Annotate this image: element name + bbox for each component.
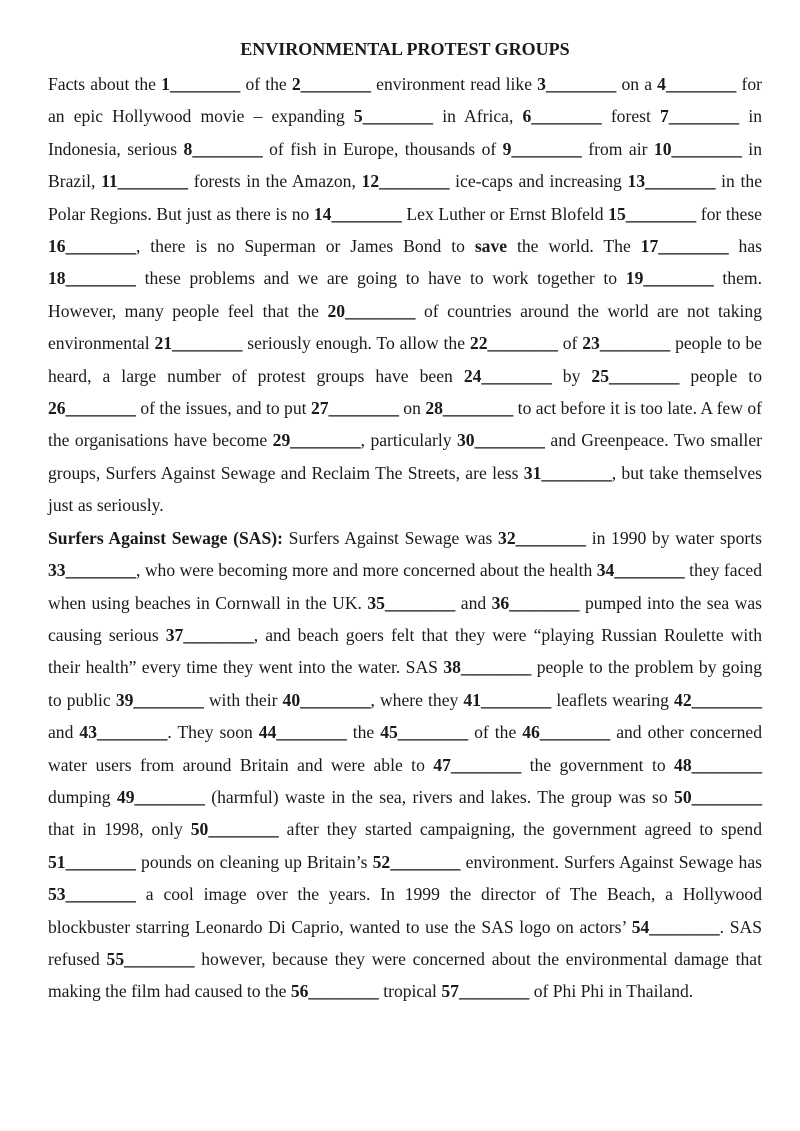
numbered-blank: 36________ [491,592,580,613]
text-run: of [557,333,583,354]
numbered-blank: 43________ [79,722,168,743]
text-run: has [728,236,762,257]
text-run: , where they [370,689,464,710]
numbered-blank: 4________ [657,74,737,94]
numbered-blank: 40________ [282,689,371,710]
numbered-blank: 14________ [313,203,402,224]
text-run: forests in the Amazon, [188,171,362,192]
text-run: , there is no Superman or James Bond to [135,236,475,257]
numbered-blank: 1________ [161,74,241,94]
numbered-blank: 23________ [582,333,671,354]
numbered-blank: 50________ [190,819,279,840]
numbered-blank: 21________ [154,333,243,354]
text-run: dumping [48,786,117,807]
numbered-blank: 41________ [463,689,552,710]
text-run: Facts about the [48,74,162,94]
numbered-blank: 30________ [456,430,545,451]
text-run: pounds on cleaning up Britain’s [135,851,373,872]
text-run: , and beach goers felt that they were “playing Russian Roulette with their health” every time they went into the water. SAS [48,624,762,678]
text-run: these problems and we are going to have to work together to [135,268,626,289]
numbered-blank: 11________ [101,171,189,192]
text-run: that in 1998, only [48,819,191,840]
numbered-blank: 16________ [48,236,136,257]
text-run: in Africa, [433,106,523,127]
text-run: of the [468,722,523,743]
text-run: however, because they were concerned about the environmental damage that making the film had caused to the [48,948,762,1002]
numbered-blank: 49________ [116,786,205,807]
text-run: environment. Surfers Against Sewage has [460,851,762,872]
numbered-blank: 47________ [433,754,522,775]
text-run: , particularly [360,430,457,451]
text-run: people to the problem by going to public [48,657,762,710]
text-run: Surfers Against Sewage was [283,527,499,548]
numbered-blank: 20________ [327,300,416,321]
numbered-blank: 18________ [48,268,136,289]
text-run: tropical [378,981,442,1002]
numbered-blank: 46________ [522,722,611,743]
numbered-blank: 44________ [258,722,347,743]
text-run: they faced when using beaches in Cornwall in the UK. [48,560,762,613]
numbered-blank: 42________ [674,689,762,710]
text-run: after they started campaigning, the government agreed to spend [278,819,762,840]
text-run: leaflets wearing [551,689,675,710]
text-run: , who were becoming more and more concerned about the health [135,560,597,581]
text-run: by [551,365,592,386]
paragraph-intro [48,68,762,522]
text-run: Lex Luther or Ernst Blofeld [401,203,609,224]
paragraph-sas [48,522,762,1008]
text-run: in the Polar Regions. But just as there is no [48,171,762,224]
text-run: and [48,722,80,743]
text-run: of Phi Phi in Thailand. [529,981,694,1002]
numbered-blank: 6________ [522,106,602,127]
text-run: people to [679,365,762,386]
numbered-blank: 52________ [372,851,461,872]
numbered-blank: 13________ [627,171,716,192]
numbered-blank: 50________ [674,786,762,807]
text-run: pumped into the sea was causing serious [48,592,762,645]
numbered-blank: 45________ [380,722,469,743]
numbered-blank: 34________ [596,560,685,581]
numbered-blank: 17________ [640,236,729,257]
numbered-blank: 12________ [361,171,450,192]
text-run: seriously enough. To allow the [242,333,470,354]
text-run: of the [240,74,292,94]
numbered-blank: 32________ [498,527,587,548]
numbered-blank: 55________ [106,948,195,969]
text-run: in Brazil, [48,138,762,192]
numbered-blank: 56________ [290,981,379,1002]
text-run: on [398,398,426,419]
numbered-blank: 48________ [674,754,762,775]
text-run: ice-caps and increasing [449,171,628,192]
numbered-blank: 26________ [48,398,136,419]
numbered-blank: 15________ [608,203,697,224]
numbered-blank: 27________ [310,398,399,419]
text-run: of the issues, and to put [135,398,311,419]
numbered-blank: 24________ [463,365,552,386]
numbered-blank: 19________ [625,268,714,289]
text-run: a cool image over the years. In 1999 the director of The Beach, a Hollywood blockbuster starring Leonardo Di Caprio, wanted to use the SAS logo on actors’ [48,884,762,937]
text-run: to act before it is too late. A few of the organisations have become [48,398,762,451]
numbered-blank: 7________ [660,106,740,127]
numbered-blank: 25________ [591,365,680,386]
numbered-blank: 10________ [653,138,742,159]
text-run: of countries around the world are not taking environmental [48,300,762,354]
numbered-blank: 33________ [48,560,136,581]
numbered-blank: 57________ [441,981,530,1002]
page-title: ENVIRONMENTAL PROTEST GROUPS [240,39,570,59]
numbered-blank: 54________ [631,916,720,937]
numbered-blank: 51________ [48,851,136,872]
text-run: , but take themselves just as seriously. [48,462,762,516]
numbered-blank: 35________ [367,592,456,613]
text-run: of fish in Europe, thousands of [262,138,503,159]
text-run: on a [616,74,658,94]
text-run: and Greenpeace. Two smaller groups, Surfers Against Sewage and Reclaim The Streets, are less [48,430,762,483]
text-run: the world. The [507,236,641,257]
text-run: the government to [521,754,675,775]
numbered-blank: 8________ [183,138,263,159]
numbered-blank: 22________ [469,333,558,354]
text-run: (harmful) waste in the sea, rivers and lakes. The group was so [204,786,675,807]
numbered-blank: 5________ [353,106,434,127]
numbered-blank: 39________ [115,689,204,710]
text-run: and other concerned water users from around Britain and were able to [48,722,762,775]
text-run: environment read like [371,74,538,94]
text-run: for an epic Hollywood movie – expanding [48,74,762,127]
text-run: in 1990 by water sports [586,527,762,548]
text-run: in Indonesia, serious [48,106,763,159]
text-run: for these [696,203,762,224]
numbered-blank: 37________ [165,624,254,645]
numbered-blank: 28________ [425,398,514,419]
text-run: from air [581,138,654,159]
numbered-blank: 38________ [443,657,532,678]
numbered-blank: 53________ [48,884,136,905]
numbered-blank: 3________ [537,74,617,94]
text-run: them. However, many people feel that the [48,268,762,321]
text-run: . They soon [167,722,259,743]
text-run: . SAS refused [48,916,762,969]
text-run: the [346,722,381,743]
text-run: and [455,592,492,613]
numbered-blank: 9________ [502,138,582,159]
bold-text: save [474,236,508,257]
bold-text: Surfers Against Sewage (SAS): [48,527,283,548]
numbered-blank: 2________ [291,74,372,94]
text-run: people to be heard, a large number of protest groups have been [48,333,762,386]
text-run: with their [203,689,283,710]
numbered-blank: 29________ [272,430,361,451]
text-run: forest [601,106,661,127]
numbered-blank: 31________ [523,462,612,483]
